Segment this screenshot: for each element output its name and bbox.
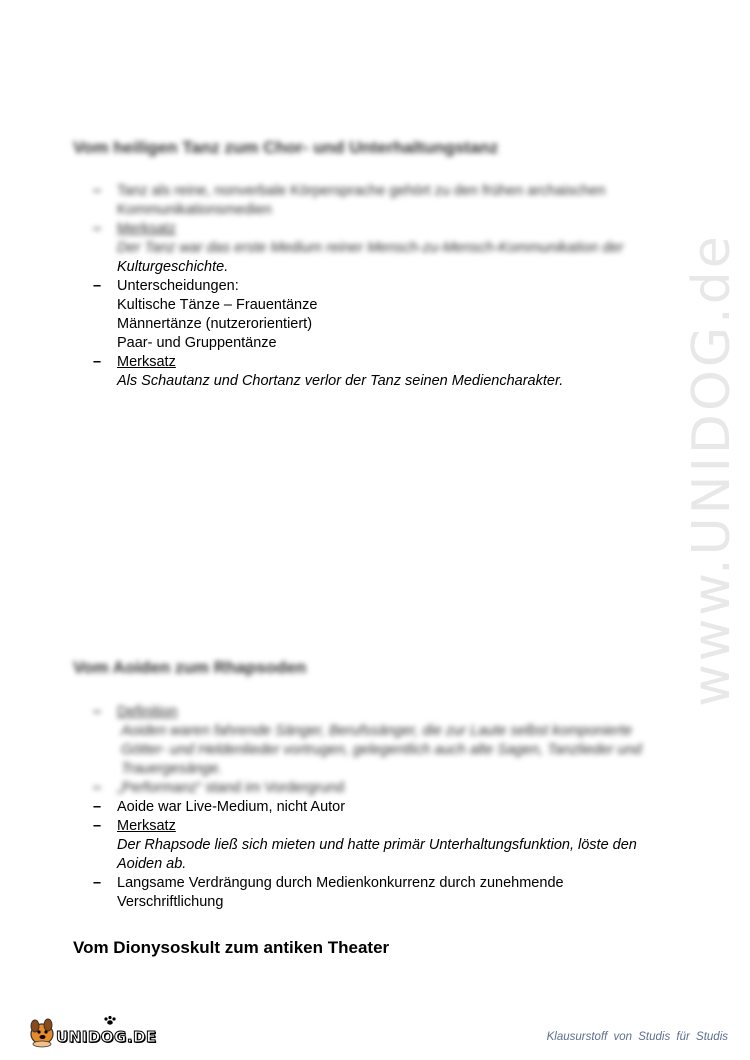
list-item: – Merksatz Der Rhapsode ließ sich mieten und hatte primär Unterhaltungsfunktion, löste den Aoiden ab. xyxy=(93,817,673,874)
definition-text: Aoiden waren fahrende Sänger, Berufssänger, die zur Laute selbst komponierte Götter- und Heldenlieder vortrugen, gelegentlich auch alte Sagen, Tanzlieder und Trauergesänge. xyxy=(121,723,642,777)
unterscheidung-line: Männertänze (nutzerorientiert) xyxy=(117,316,313,332)
unidog-logo xyxy=(26,1014,157,1048)
merksatz-text-blurred: Der Tanz war das erste Medium reiner Mensch-zu-Mensch-Kommunikation der xyxy=(117,240,624,256)
list-item: – Langsame Verdrängung durch Medienkonkurrenz durch zunehmende Verschriftlichung xyxy=(93,874,673,912)
section2-item3: Aoide war Live-Medium, nicht Autor xyxy=(117,799,346,815)
definition-label: Definition xyxy=(117,704,178,720)
list-item: – Tanz als reine, nonverbale Körpersprache gehört zu den frühen archaischen Kommunikationsmedien xyxy=(93,182,673,220)
section2-item5: Langsame Verdrängung durch Medienkonkurrenz durch zunehmende Verschriftlichung xyxy=(117,875,564,910)
logo-text: UNIDOG.DE xyxy=(56,1028,157,1046)
merksatz-label: Merksatz xyxy=(117,354,176,370)
merksatz-label: Merksatz xyxy=(117,221,176,237)
list-item: – „Performanz“ stand im Vordergrund xyxy=(93,779,673,798)
unterscheidungen-label: Unterscheidungen: xyxy=(117,278,239,294)
merksatz-text: Kulturgeschichte. xyxy=(117,259,229,275)
merksatz-text: Der Rhapsode ließ sich mieten und hatte primär Unterhaltungsfunktion, löste den Aoiden ab. xyxy=(117,837,637,872)
merksatz-label: Merksatz xyxy=(117,818,176,834)
list-item: – Definition Aoiden waren fahrende Sänger, Berufssänger, die zur Laute selbst komponierte Götter- und Heldenlieder vortrugen, gelegentlich auch alte Sagen, Tanzlieder und Trauergesänge. xyxy=(93,703,673,779)
section1-item1: Tanz als reine, nonverbale Körpersprache gehört zu den frühen archaischen Kommunikationsmedien xyxy=(117,183,606,218)
section2-heading: Vom Aoiden zum Rhapsoden xyxy=(73,658,307,677)
merksatz-text: Als Schautanz und Chortanz verlor der Tanz seinen Mediencharakter. xyxy=(117,373,564,389)
footer-tagline: Klausurstoff von Studis für Studis xyxy=(546,1031,728,1043)
section3-heading: Vom Dionysoskult zum antiken Theater xyxy=(73,938,390,957)
unterscheidung-line: Kultische Tänze – Frauentänze xyxy=(117,297,318,313)
watermark: www.UNIDOG.de xyxy=(682,233,742,707)
list-item: – Merksatz Als Schautanz und Chortanz verlor der Tanz seinen Mediencharakter. xyxy=(93,353,673,391)
section2-item2: „Performanz“ stand im Vordergrund xyxy=(117,780,345,796)
list-item: – Aoide war Live-Medium, nicht Autor xyxy=(93,798,673,817)
section1-list xyxy=(93,182,673,391)
unterscheidung-line: Paar- und Gruppentänze xyxy=(117,335,277,351)
section1-heading: Vom heiligen Tanz zum Chor- und Unterhaltungstanz xyxy=(73,138,499,157)
list-item: – Unterscheidungen: Kultische Tänze – Frauentänze Männertänze (nutzerorientiert) Paar- und Gruppentänze xyxy=(93,277,673,353)
list-item: – Merksatz Der Tanz war das erste Medium reiner Mensch-zu-Mensch-Kommunikation der Kulturgeschichte. xyxy=(93,220,673,277)
section2-list xyxy=(93,703,673,912)
